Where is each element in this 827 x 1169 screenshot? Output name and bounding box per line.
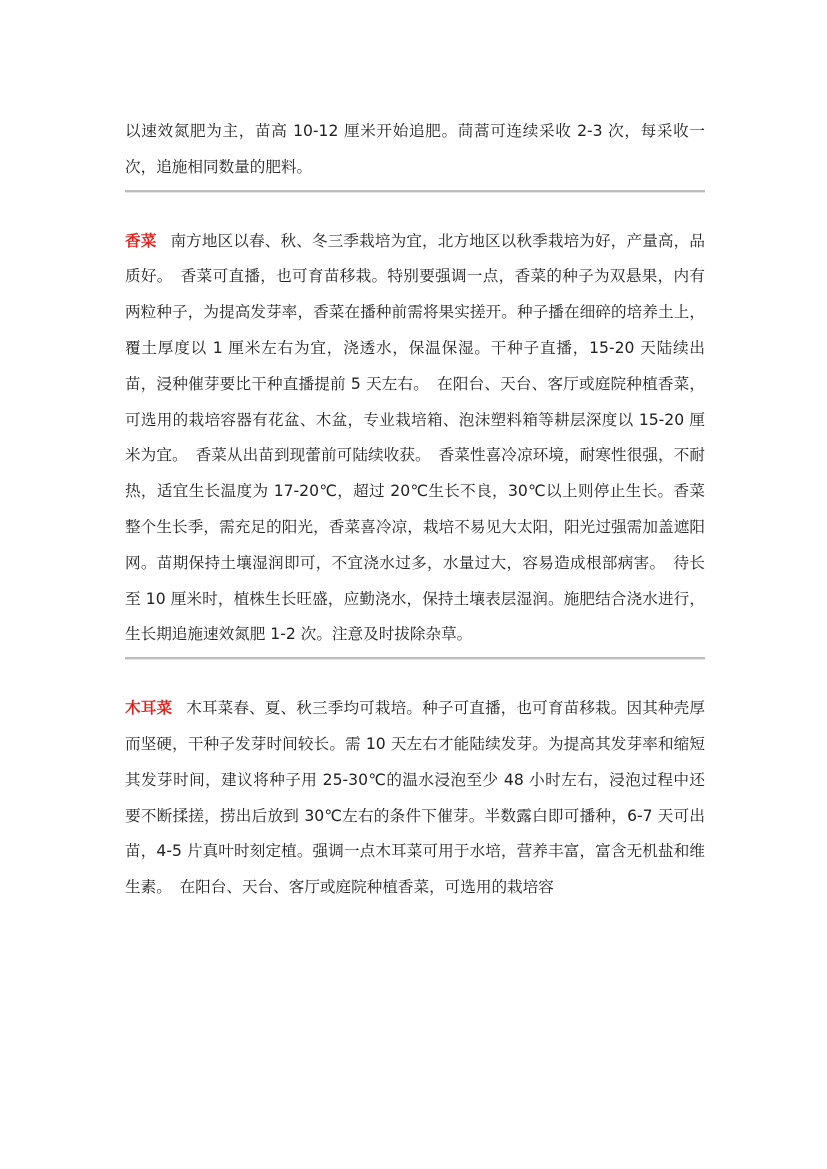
section-body-malabar-spinach: 木耳菜春、夏、秋三季均可栽培。种子可直播，也可育苗移栽。因其种壳厚而坚硬，干种子发芽时间较长。需 10 天左右才能陆续发芽。为提高其发芽率和缩短其发芽时间，建议将种子用 25-30℃的温水浸泡至少 48 小时左右，浸泡过程中还要不断揉搓，捞出后放到 30℃左右的条件下催芽。半数露白即可播种，6-7 天可出苗，4-5 片真叶时刻定植。强调一点木耳菜可用于水培，营养丰富，富含无机盐和维生素。 在阳台、天台、客厅或庭院种植香菜，可选用的栽培容 (125, 699, 705, 897)
section-divider (125, 190, 705, 193)
section-paragraph-malabar-spinach (125, 690, 705, 906)
section-title-coriander: 香菜 (125, 230, 157, 250)
section-divider (125, 657, 705, 660)
section-body-coriander: 南方地区以春、秋、冬三季栽培为宜，北方地区以秋季栽培为好，产量高，品质好。 香菜可直播，也可育苗移栽。特别要强调一点，香菜的种子为双悬果，内有两粒种子，为提高发芽率，香菜在播种前需将果实搓开。种子播在细碎的培养土上，覆土厚度以 1 厘米左右为宜，浇透水，保温保湿。干种子直播，15-20 天陆续出苗，浸种催芽要比干种直播提前 5 天左右。 在阳台、天台、客厅或庭院种植香菜，可选用的栽培容器有花盆、木盆，专业栽培箱、泡沫塑料箱等耕层深度以 15-20 厘米为宜。 香菜从出苗到现蕾前可陆续收获。 香菜性喜冷凉环境，耐寒性很强，不耐热，适宜生长温度为 17-20℃，超过 20℃生长不良，30℃以上则停止生长。香菜整个生长季，需充足的阳光，香菜喜冷凉，栽培不易见大太阳，阳光过强需加盖遮阳网。苗期保持土壤湿润即可，不宜浇水过多，水量过大，容易造成根部病害。 待长至 10 厘米时，植株生长旺盛，应勤浇水，保持土壤表层湿润。施肥结合浇水进行，生长期追施速效氮肥 1-2 次。注意及时拔除杂草。 (125, 231, 705, 644)
section-title-malabar-spinach: 木耳菜 (125, 698, 173, 718)
document-page (125, 114, 705, 906)
section-paragraph-coriander (125, 223, 705, 654)
continuation-paragraph: 以速效氮肥为主，苗高 10-12 厘米开始追肥。茼蒿可连续采收 2-3 次，每采收一次，追施相同数量的肥料。 (125, 122, 705, 176)
